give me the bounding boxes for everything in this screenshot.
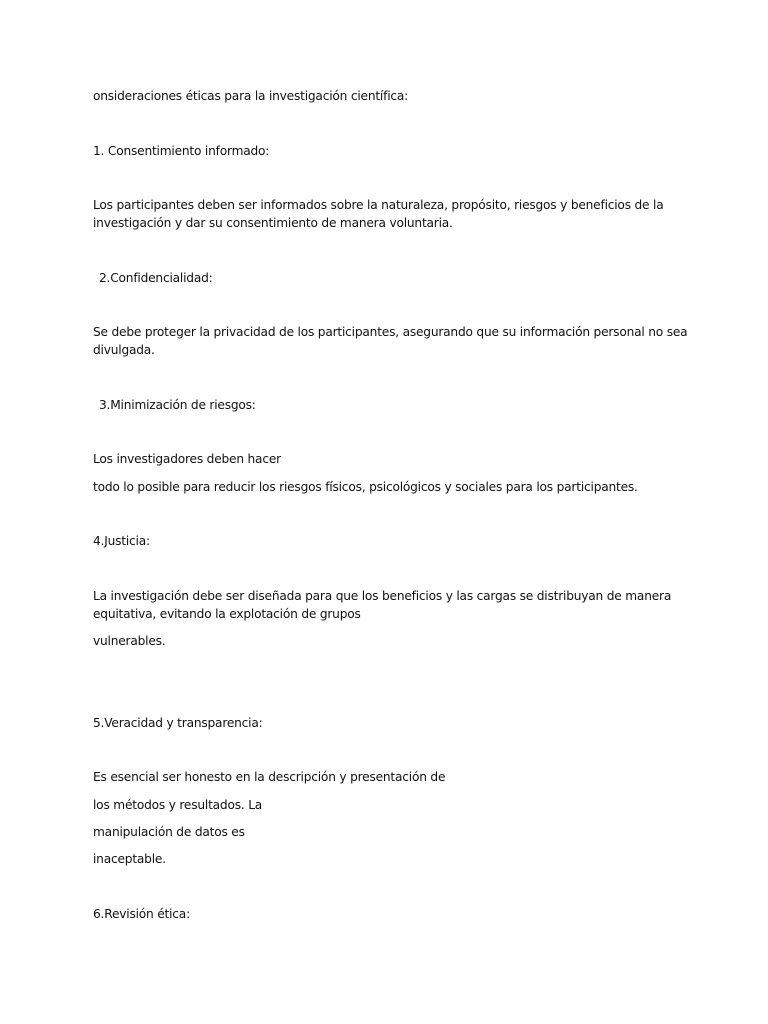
paragraph-line: inaceptable. [93,852,166,866]
paragraph-line: manipulación de datos es [93,825,245,839]
paragraph-line: La investigación debe ser diseñada para que los beneficios y las cargas se distribuyan de manera [93,589,672,603]
section-heading-consentimiento: 1. Consentimiento informado: [93,144,270,158]
section-heading-justicia: 4.Justicia: [93,534,150,548]
paragraph-line: divulgada. [93,343,155,357]
paragraph-line: Los investigadores deben hacer [93,452,281,466]
paragraph-line: Se debe proteger la privacidad de los participantes, asegurando que su información personal no sea [93,325,688,339]
section-heading-confidencialidad: 2.Confidencialidad: [99,271,213,285]
paragraph-line: investigación y dar su consentimiento de manera voluntaria. [93,216,453,230]
paragraph-line: equitativa, evitando la explotación de grupos [93,607,361,621]
paragraph-line: los métodos y resultados. La [93,798,263,812]
paragraph-line: todo lo posible para reducir los riesgos físicos, psicológicos y sociales para los participantes. [93,480,638,494]
paragraph-line: Los participantes deben ser informados sobre la naturaleza, propósito, riesgos y beneficios de la [93,198,664,212]
section-heading-revision-etica: 6.Revisión ética: [93,907,190,921]
section-heading-veracidad: 5.Veracidad y transparencia: [93,716,263,730]
paragraph-line: vulnerables. [93,634,166,648]
paragraph-line: Es esencial ser honesto en la descripción y presentación de [93,770,446,784]
document-title: onsideraciones éticas para la investigación científica: [93,89,409,103]
section-heading-minimizacion: 3.Minimización de riesgos: [99,398,256,412]
